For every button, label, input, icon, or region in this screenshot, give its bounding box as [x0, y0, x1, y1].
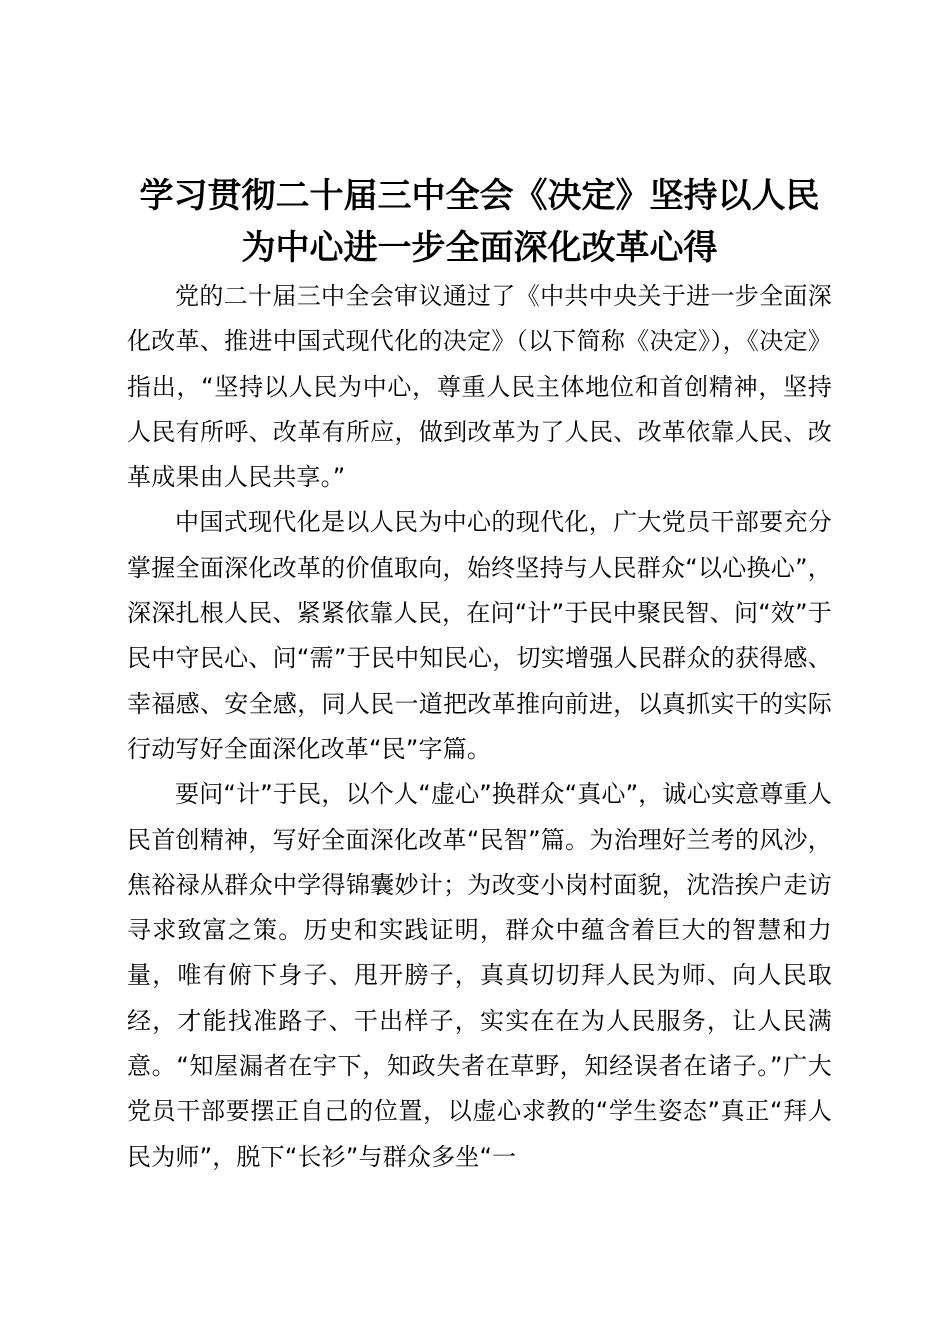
paragraph-3: 要问“计”于民，以个人“虚心”换群众“真心”，诚心实意尊重人民首创精神，写好全面深化改革“民智”篇。为治理好兰考的风沙，焦裕禄从群众中学得锦囊妙计；为改变小岗村面貌，沈浩挨户走访寻求致富之策。历史和实践证明，群众中蕴含着巨大的智慧和力量，唯有俯下身子、甩开膀子，真真切切拜人民为师、向人民取经，才能找准路子、干出样子，实实在在为人民服务，让人民满意。“知屋漏者在宇下，知政失者在草野，知经误者在诸子。”广大党员干部要摆正自己的位置，以虚心求教的“学生姿态”真正“拜人民为师”，脱下“长衫”与群众多坐“一 [127, 780, 832, 1171]
paragraph-2: 中国式现代化是以人民为中心的现代化，广大党员干部要充分掌握全面深化改革的价值取向，始终坚持与人民群众“以心换心”，深深扎根人民、紧紧依靠人民，在问“计”于民中聚民智、问“效”于民中守民心、问“需”于民中知民心，切实增强人民群众的获得感、幸福感、安全感，同人民一道把改革推向前进，以真抓实干的实际行动写好全面深化改革“民”字篇。 [127, 508, 832, 763]
document-page [127, 170, 832, 1180]
document-title [127, 170, 832, 274]
paragraph-1: 党的二十届三中全会审议通过了《中共中央关于进一步全面深化改革、推进中国式现代化的决定》（以下简称《决定》），《决定》指出，“坚持以人民为中心，尊重人民主体地位和首创精神，坚持人民有所呼、改革有所应，做到改革为了人民、改革依靠人民、改革成果由人民共享。” [127, 282, 832, 492]
title-line-1: 学习贯彻二十届三中全会《决定》坚持以人民 [139, 176, 820, 216]
title-line-2: 为中心进一步全面深化改革心得 [241, 228, 718, 268]
